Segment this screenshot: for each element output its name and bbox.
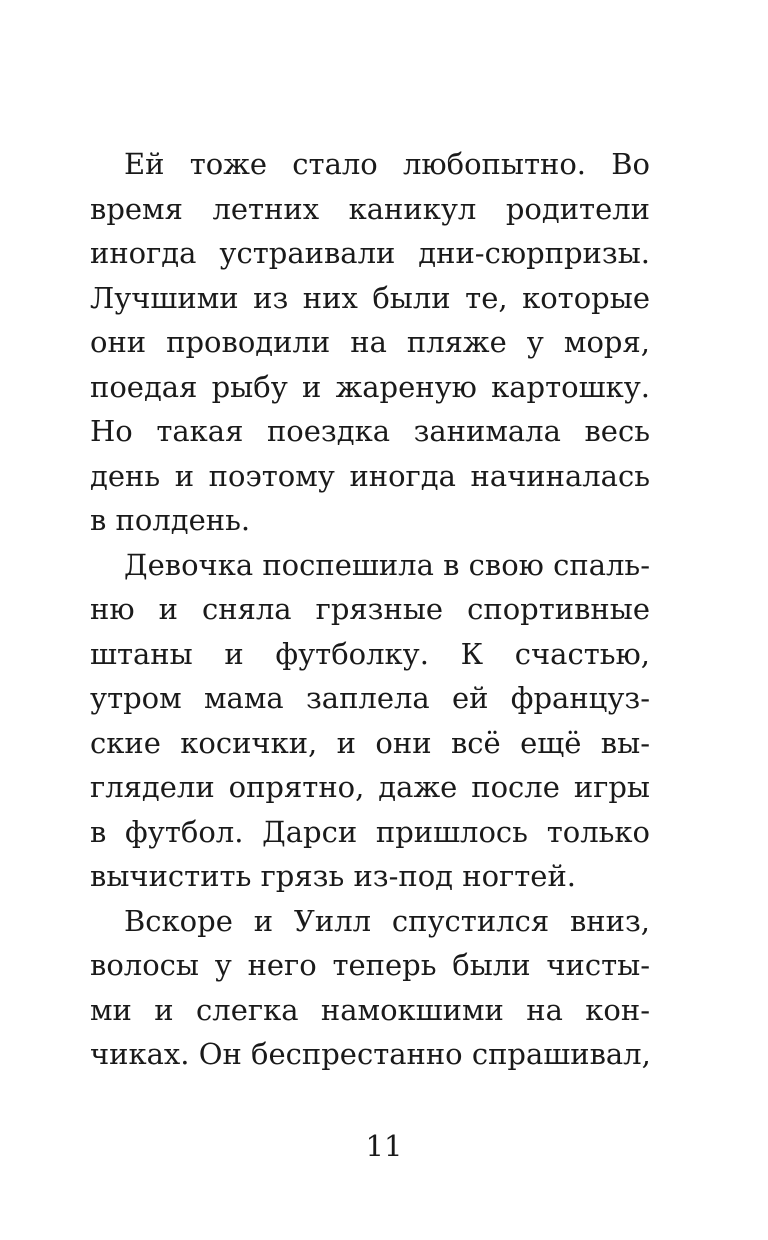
text-line: Вскоре и Уилл спустился вниз, bbox=[124, 903, 650, 938]
paragraph-1 bbox=[90, 142, 650, 543]
paragraph-3 bbox=[90, 899, 650, 1077]
text-line: чиках. Он беспрестанно спрашивал, bbox=[90, 1037, 651, 1071]
page-number: 11 bbox=[365, 1129, 403, 1163]
text-line: штаны и футболку. К счастью, bbox=[90, 636, 650, 671]
text-line: время летних каникул родители bbox=[90, 191, 650, 226]
text-line: ню и сняла грязные спортивные bbox=[90, 592, 650, 626]
text-line: они проводили на пляже у моря, bbox=[90, 325, 650, 359]
text-line: в футбол. Дарси пришлось только bbox=[90, 814, 650, 849]
text-line: Ей тоже стало любопытно. Во bbox=[124, 147, 650, 181]
text-line: поедая рыбу и жареную картошку. bbox=[90, 369, 650, 404]
text-line: в полдень. bbox=[90, 503, 251, 537]
text-line: глядели опрятно, даже после игры bbox=[90, 770, 650, 804]
text-line: вычистить грязь из-под ногтей. bbox=[90, 859, 576, 893]
paragraph-2 bbox=[90, 543, 650, 899]
text-line: Лучшими из них были те, которые bbox=[90, 280, 650, 315]
text-line: день и поэтому иногда начиналась bbox=[90, 458, 650, 493]
text-line: волосы у него теперь были чисты- bbox=[90, 948, 650, 982]
text-line: Но такая поездка занимала весь bbox=[90, 414, 650, 448]
text-line: иногда устраивали дни-сюрпризы. bbox=[90, 236, 650, 270]
text-line: Девочка поспешила в свою спаль- bbox=[124, 547, 650, 582]
body-text bbox=[90, 142, 650, 1077]
text-line: утром мама заплела ей француз- bbox=[90, 681, 650, 715]
text-line: ские косички, и они всё ещё вы- bbox=[90, 725, 650, 760]
text-line: ми и слегка намокшими на кон- bbox=[90, 992, 650, 1027]
